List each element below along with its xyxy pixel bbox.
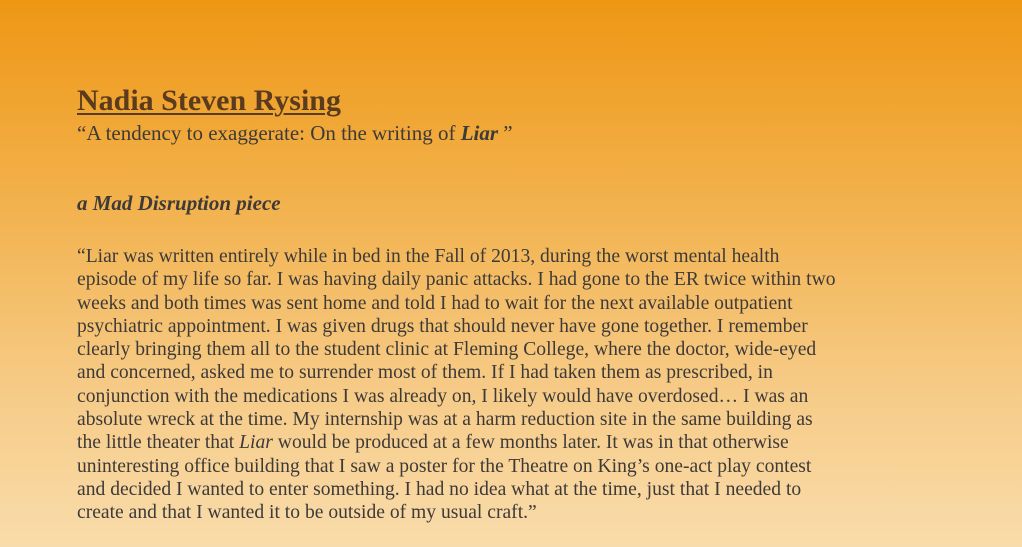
quote-line: create and that I wanted it to be outside of my usual craft.” xyxy=(77,502,537,524)
quote-line: clearly bringing them all to the student clinic at Fleming College, where the doctor, wide-eyed xyxy=(77,339,817,361)
subtitle-text: “A tendency to exaggerate: On the writing of xyxy=(77,121,461,145)
quote-line: “Liar was written entirely while in bed in the Fall of 2013, during the worst mental health xyxy=(77,246,780,267)
quote-line: and concerned, asked me to surrender most of them. If I had taken them as prescribed, in xyxy=(77,362,773,384)
quote-line: conjunction with the medications I was already on, I likely would have overdosed… I was an xyxy=(77,385,809,407)
play-title: Liar xyxy=(239,432,273,454)
subtitle-work-title: Liar xyxy=(460,121,499,145)
subtitle-close-quote: ” xyxy=(498,121,513,145)
quote-line: and decided I wanted to enter something. I had no idea what at the time, just that I needed to xyxy=(77,478,802,500)
quote-line: absolute wreck at the time. My internship was at a harm reduction site in the same building as xyxy=(77,409,813,431)
quote-line: weeks and both times was sent home and told I had to wait for the next available outpatient xyxy=(77,292,793,314)
quote-line: psychiatric appointment. I was given drugs that should never have gone together. I remember xyxy=(77,315,808,337)
quote-line xyxy=(77,431,957,454)
article xyxy=(77,84,957,525)
quote-line: uninteresting office building that I saw a poster for the Theatre on King’s one-act play contest xyxy=(77,455,812,477)
quote-paragraph xyxy=(77,245,957,525)
quote-line: episode of my life so far. I was having daily panic attacks. I had gone to the ER twice within two xyxy=(77,269,836,291)
article-subtitle xyxy=(77,120,957,146)
author-link[interactable]: Nadia Steven Rysing xyxy=(77,84,341,117)
series-tagline: a Mad Disruption piece xyxy=(77,191,281,215)
quote-line-text: would be produced at a few months later. It was in that otherwise xyxy=(272,432,789,454)
quote-line-text: the little theater that xyxy=(77,432,240,454)
